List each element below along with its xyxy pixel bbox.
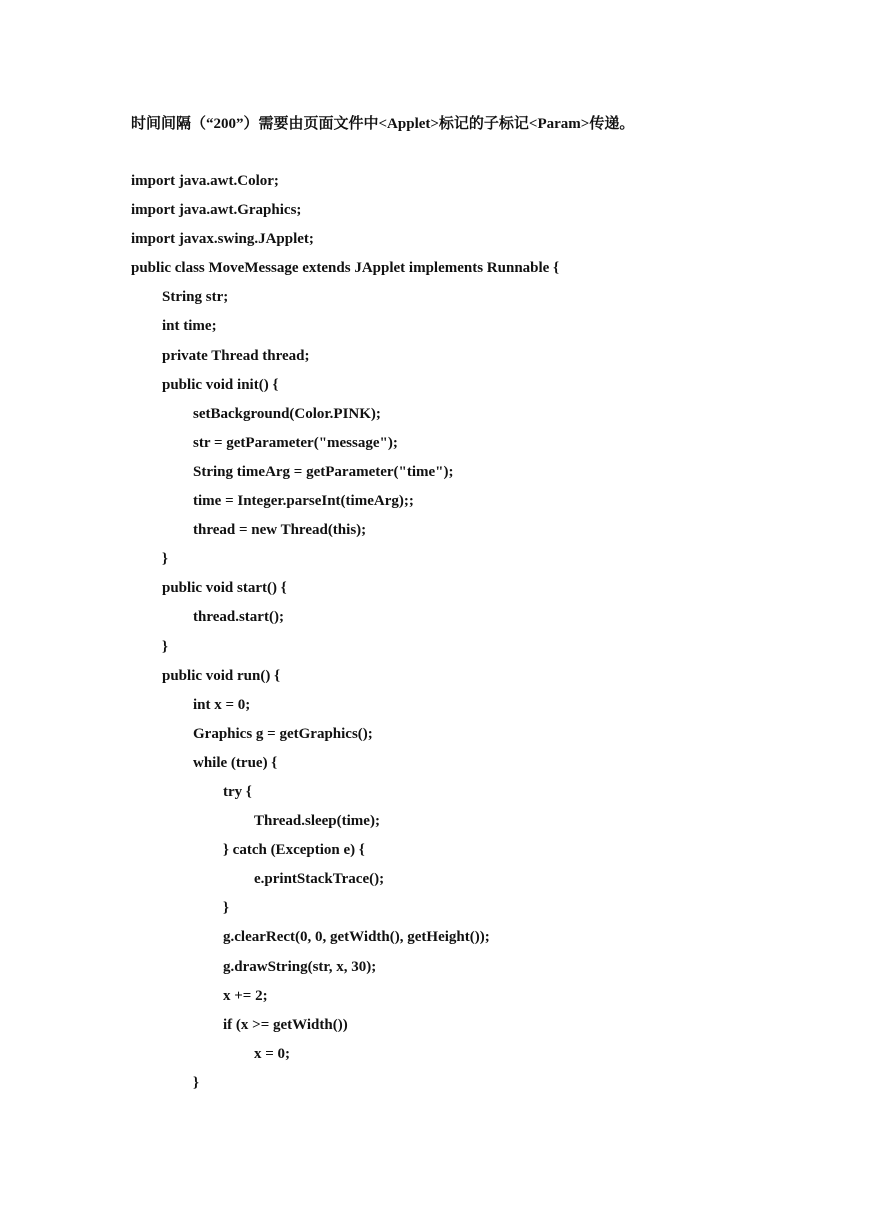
code-line: while (true) {: [193, 754, 278, 771]
code-line: thread.start();: [193, 609, 284, 626]
code-line: str = getParameter("message");: [193, 434, 398, 451]
code-line: String str;: [162, 289, 229, 306]
code-line: int time;: [162, 318, 217, 335]
code-line: }: [162, 551, 168, 568]
code-line: import java.awt.Color;: [131, 173, 279, 189]
intro-paragraph: 时间间隔（“200”）需要由页面文件中<Applet>标记的子标记<Param>传递。: [131, 116, 635, 132]
code-line: public void run() {: [162, 667, 281, 684]
code-line: }: [223, 900, 229, 917]
code-line: }: [193, 1074, 199, 1091]
code-line: g.clearRect(0, 0, getWidth(), getHeight());: [223, 929, 490, 946]
code-line: public void init() {: [162, 376, 279, 393]
code-line: try {: [223, 783, 252, 800]
code-line: int x = 0;: [193, 696, 251, 713]
code-line: x = 0;: [254, 1045, 291, 1062]
code-line: e.printStackTrace();: [254, 871, 385, 888]
code-line: String timeArg = getParameter("time");: [193, 463, 454, 480]
code-line: x += 2;: [223, 987, 268, 1004]
code-line: public class MoveMessage extends JApplet implements Runnable {: [131, 260, 559, 277]
code-line: }: [162, 638, 168, 655]
code-line: thread = new Thread(this);: [193, 522, 367, 539]
code-line: import javax.swing.JApplet;: [131, 231, 314, 248]
code-line: private Thread thread;: [162, 347, 310, 364]
code-line: Thread.sleep(time);: [254, 813, 380, 830]
code-line: if (x >= getWidth()): [223, 1016, 348, 1033]
code-line: setBackground(Color.PINK);: [193, 405, 381, 422]
code-line: time = Integer.parseInt(timeArg);;: [193, 493, 414, 510]
code-line: public void start() {: [162, 580, 287, 597]
code-line: g.drawString(str, x, 30);: [223, 958, 377, 975]
code-line: import java.awt.Graphics;: [131, 202, 302, 219]
code-block: [131, 171, 559, 1102]
code-line: Graphics g = getGraphics();: [193, 725, 373, 742]
code-line: } catch (Exception e) {: [223, 842, 365, 859]
